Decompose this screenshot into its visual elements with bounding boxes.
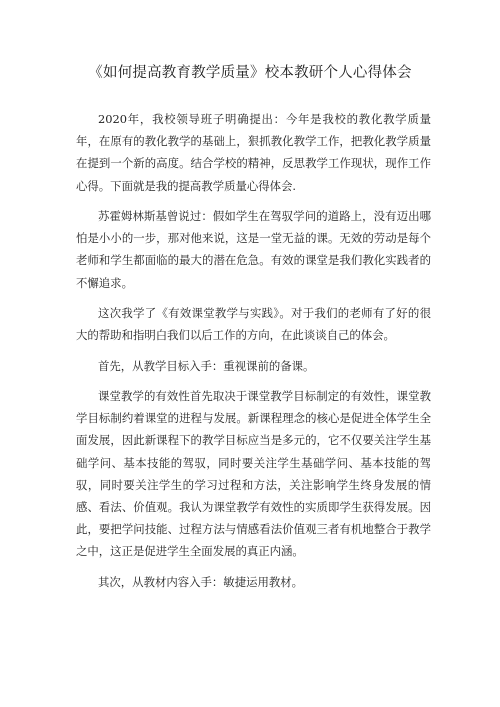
paragraph-1: 2020年，我校领导班子明确提出：今年是我校的教化教学质量年，在原有的教化教学的基础上，狠抓教化教学工作，把教化教学质量在提到一个新的高度。结合学校的精神，反思教学工作现状，现作工作心得。下面就是我的提高教学质量心得体会. <box>76 112 431 193</box>
paragraph-4: 首先，从教学目标入手：重视课前的备课。 <box>98 358 315 373</box>
paragraph-2: 苏霍姆林斯基曾说过：假如学生在驾驭学问的道路上，没有迈出哪怕是小小的一步，那对他来说，这是一堂无益的课。无效的劳动是每个老师和学生都面临的最大的潜在危急。有效的课堂是我们教化实践者的不懈追求。 <box>76 209 431 290</box>
paragraph-3: 这次我学了《有效课堂教学与实践》。对于我们的老师有了好的很大的帮助和指明白我们以后工作的方向，在此谈谈自己的体会。 <box>76 306 431 343</box>
document-body <box>76 108 431 601</box>
paragraph-6: 其次，从教材内容入手：敏捷运用教材。 <box>98 574 304 589</box>
paragraph-5: 课堂教学的有效性首先取决于课堂教学目标制定的有效性，课堂教学目标制约着课堂的进程与发展。新课程理念的核心是促进全体学生全面发展，因此新课程下的教学目标应当是多元的，它不仅要关注学生基础学问、基本技能的驾驭，同时要关注学生基础学问、基本技能的驾驭，同时要关注学生的学习过程和方法，关注影响学生终身发展的情感、看法、价值观。我认为课堂教学有效性的实质即学生获得发展。因此，要把学问技能、过程方法与情感看法价值观三者有机地整合于教学之中，这正是促进学生全面发展的真正内涵。 <box>76 388 431 559</box>
document-title: 《如何提高教育教学质量》校本教研个人心得体会 <box>88 65 412 81</box>
